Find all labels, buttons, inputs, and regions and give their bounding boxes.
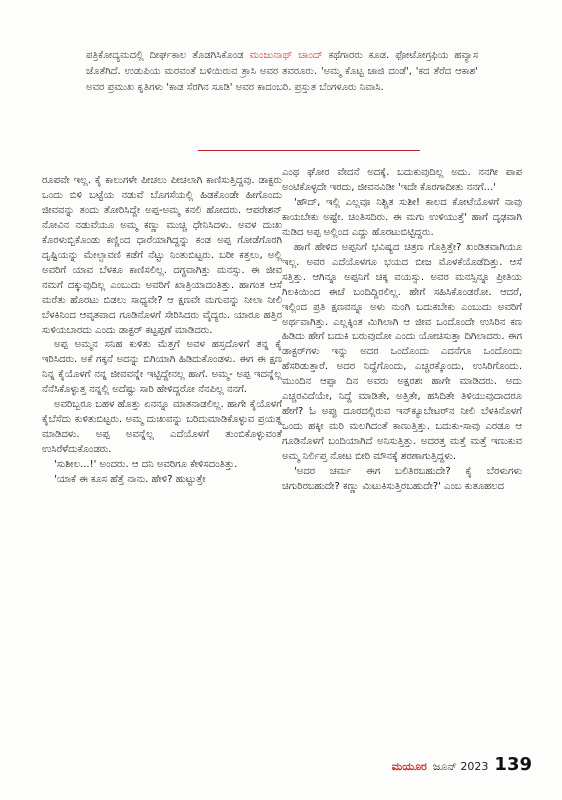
paragraph: ಹಾಗೆ ಹೇಳಿದ ಅಪ್ಪನಿಗೆ ಭವಿಷ್ಯದ ಚಿತ್ರಣ ಗೊತ್ತಿತ್ತೇ? ಖಂಡಿತವಾಗಿಯೂ ಇಲ್ಲ. ಅವರ ಎದೆಯೊಳಗೂ ಭಯದ ಬೀಜ ಮೊಳಕೆಯೊಡೆದಿತ್ತು. ಆಸೆ ಸತ್ತಿತ್ತು. ಆಗಿನ್ನೂ ಅಪ್ಪನಿಗೆ ಚಿಕ್ಕ ವಯಸ್ಸು. ಅವರ ಮನಸ್ಸಿನ್ನೂ ಪ್ರೀತಿಯ ಗಿಲಕಿಯಿಂದ ಈಚೆ ಬಂದಿದ್ದಿರಲಿಲ್ಲ. ಹೇಗೆ ಸಹಿಸಿಕೊಂಡರೋ. ಆದರೆ, ಇಲ್ಲಿಂದ ಪ್ರತಿ ಕ್ಷಣವನ್ನೂ ಅಳು ನುಂಗಿ ಬದುಕಬೇಕು ಎಂಬುದು ಅವರಿಗೆ ಅರ್ಥವಾಗಿತ್ತು. ಎಲ್ಲಕ್ಕಿಂತ ಮಿಗಿಲಾಗಿ ಆ ಜೀವ ಒಂದೊಂದೇ ಉಸಿರಿನ ಕಣ ಹಿಡಿದು ಹೇಗೆ ಬದುಕಿ ಬರುವುದೋ ಎಂದು ಯೋಚಿಸುತ್ತಾ ದಿಗಿಲಾದರು. ಈಗ ಡಾಕ್ಟರ್‌ಗಳು ಇನ್ನು ಅದರ ಒಂದೊಂದು ಎದನೆಗೂ ಒಂದೊಂದು ಹೆಸರಿಡುತ್ತಾರೆ. ಅದರ ನಿದ್ದೆಗೊಂದು, ಎಚ್ಚರಕ್ಕೊಂದು, ಉಸಿರಿಗೊಂದು. ಮುಂದಿನ ಆಪ್ಪಾ ದಿನ ಅವರು ಅಕ್ಷರಶಃ ಹಾಗೇ ಮಾಡಿದರು. ಅದು ಎಚ್ಚರವಿದೆಯೇ, ನಿದ್ದೆ ಮಾಡಿತೇ, ಅತ್ತಿತೇ, ಹಸಿದಿತೇ ತಿಳಿಯುವುದಾದರೂ ಹೇಗೆ? ಓ ಅಪ್ಪು ದೂರದಲ್ಲಿರುವ ಇನ್‌ಕ್ಯೂಬೇಟರ್‌ನ ನೀಲಿ ಬೆಳಕಿನೊಳಗೆ ಒಂದು ಹಕ್ಕೀ ಮರಿ ಮಲಗಿದಂತೆ ಕಾಣುತ್ತಿತ್ತು. ಬದುಕು-ಸಾವು ಎರಡೂ ಆ ಗೂಡಿನೊಳಗೆ ಬಂದಿಯಾಗಿದೆ ಅನಿಸುತ್ತಿತ್ತು. ಅದರತ್ತ ಮತ್ತೆ ಮತ್ತೆ ಇಣುಕುವ ಅಮ್ಮ ನಿರ್ಲಿಪ್ತ ನೋಟ ಬೀರಿ ಮೌನಕ್ಕೆ ಶರಣಾಗುತ್ತಿದ್ದಳು. [282,241,522,463]
author-bio-text-start: ಪತ್ರಿಕೋದ್ಯಮದಲ್ಲಿ ದೀರ್ಘಕಾಲ ತೊಡಗಿಸಿಕೊಂಡ [86,50,250,61]
author-bio [86,48,478,97]
paragraph: ಅವರಿಬ್ಬರೂ ಬಹಳ ಹೊತ್ತು ಏನನ್ನೂ ಮಾತನಾಡಲಿಲ್ಲ. ಹಾಗೇ ಕೈಯೊಳಗೆ ಕೈಬೆಸೆದು ಕುಳಿತುಬಿಟ್ಟರು. ಅಮ್ಮ ದುಃಖವನ್ನು ಬರಿದುಮಾಡಿಕೊಳ್ಳುವ ಪ್ರಯತ್ನ ಮಾಡಿದಳು. ಅಪ್ಪ ಅವನ್ನೆಲ್ಲ ಎದೆಯೊಳಗೆ ತುಂಬಿಕೊಳ್ಳುವಂತೆ ಉಸಿರೆಳೆದುಕೊಂಡರು. [42,399,282,456]
page-footer [392,754,532,775]
paragraph: 'ಸುಶೀಲ...!' ಅಂದರು. ಆ ದನಿ ಅವರಿಗೂ ಕೇಳಿಸದಂತಿತ್ತು. [54,459,238,471]
author-name: ಮಂಜುನಾಥ್ ಚಾಂದ್ [249,50,323,61]
magazine-name: ಮಯೂರ [391,760,427,773]
issue-month: ಜೂನ್ 2023 [432,760,489,773]
story-column-left [42,174,282,488]
paragraph: 'ಅದರ ಚರ್ಮ ಈಗ ಬಲಿತಿರಬಹುದೇ? ಕೈ ಬೆರಳುಗಳು ಚಿಗುರಿರಬಹುದೇ? ಕಣ್ಣು ಮಿಟುಕಿಸುತ್ತಿರಬಹುದೇ?' ಎಂಬ ಕುತೂಹಲದ [282,466,522,493]
paragraph: ರೂಪವೇ ಇಲ್ಲ. ಕೈ ಕಾಲುಗಳೇ ಪೀಚಲು ಪೀಚಲಾಗಿ ಕಾಣಿಸುತ್ತಿದ್ದವು. ಡಾಕ್ಟರು ಒಂದು ಬಿಳಿ ಬಟ್ಟೆಯ ನಡುವೆ ಬೊಗಸೆಯಲ್ಲಿ ಹಿಡಕೊಂಡೇ ಹೀಗೊಂದು ಜೀವವನ್ನು ತಂದು ತೋರಿಸಿದ್ದೇ ಅಪ್ಪ-ಅಮ್ಮ ಕನಲಿ ಹೋದರು. ಆಪರೇಶನ್ ನೋವಿನ ನಡುವೆಯೂ ಅಮ್ಮ ಕಣ್ಣು ಮುಚ್ಚಿ ಧೇನಿಸಿದಳು. ಅವಳ ದುಃಖ ಕೊರಳುಬ್ಬಿಕೊಂಡು ಕಣ್ಣಿಂದ ಧಾರೆಯಾಗಿದ್ದನ್ನು ಕಂಡ ಅಪ್ಪ ಗೋಡೆಗೊರಗಿ ದೃಷ್ಟಿಯನ್ನು ಮೇಲ್ಛಾವಣಿ ಕಡೆಗೆ ನೆಟ್ಟು ನಿಂತುಬಿಟ್ಟರು. ಬರೀ ಕತ್ತಲು, ಅಲ್ಲಿ ಅವರಿಗೆ ಯಾವ ಬೆಳಕೂ ಕಾಣಿಸಲಿಲ್ಲ. ದಗ್ಧವಾಗಿತ್ತು ಮನಸ್ಸು. ಈ ಜೀವ ನಮಗೆ ದಕ್ಕುವುದಿಲ್ಲ ಎಂಬುದು ಅವರಿಗೆ ಖಾತ್ರಿಯಾದಂತಿತ್ತು. ಹಾಗಂತ ಆಸೆ ಮರೆತು ಹೊರಟು ಬಿಡಲು ಸಾಧ್ಯವೇ? ಆ ಕ್ಷಣವೇ ಮಗುವನ್ನು ನೀಲಾ ನೀಲಿ ಬೆಳಕಿನಿಂದ ಆವೃತವಾದ ಗೂಡಿನೊಳಗೆ ಸೇರಿಸಿದರು ವೈದ್ಯರು. ಯಾರೂ ಹತ್ತಿರ ಸುಳಿಯಬಾರದು ಎಂದು ಡಾಕ್ಟರ್ ಕಟ್ಟಪ್ಪಣೆ ಮಾಡಿದರು. [42,175,282,336]
author-bio-text-rest: ಕಥೆಗಾರರು ಕೂಡ. ಫೋಟೋಗ್ರಫಿಯ ಹವ್ಯಾಸ ಜೊತೆಗಿದೆ. ಉಡುಪಿಯ ಮರವಂತೆ ಬಳಿಯಿರುವ ತ್ರಾಸಿ ಅವರ ತವರೂರು. 'ಅಮ್ಮ ಕೊಟ್ಟ ಜಾಜಿ ದಂಡೆ', 'ಕದ ತೆರೆದ ಆಕಾಶ' ಅವರ ಪ್ರಮುಖ ಕೃತಿಗಳು 'ಕಾಡ ಸೆರಗಿನ ಸೂಡಿ' ಅವರ ಕಾದಂಬರಿ. ಪ್ರಸ್ತುತ ಬೆಂಗಳೂರು ನಿವಾಸಿ. [86,50,478,94]
bio-divider [198,150,420,151]
page-number: 139 [494,754,532,775]
paragraph: ಅಪ್ಪ ಅಮ್ಮನ ಸನಿಹ ಕುಳಿತು ಮೆತ್ತಗೆ ಅವಳ ಹಸ್ತದೊಳಗೆ ತನ್ನ ಕೈ ಇರಿಸಿದರು. ಅಕೆ ಗಕ್ಕನೆ ಅದನ್ನು ಬಿಗಿಯಾಗಿ ಹಿಡಿದುಕೊಂಡಳು. ಈಗ ಈ ಕ್ಷಣ ನಿನ್ನ ಕೈಯೊಳಗೆ ನನ್ನ ಜೀವವನ್ನೇ ಇಟ್ಟಿದ್ದೇನಲ್ಲ ಹಾಗೆ. ಅಮ್ಮ- ಅಪ್ಪ ಇದನ್ನೆಲ್ಲ ನೆನೆಸಿಕೊಳ್ಳುತ್ತ ನನ್ನಲ್ಲಿ ಅದೆಷ್ಟು ಸಾರಿ ಹೇಳಿದ್ದರೋ ನೆನಪಿಲ್ಲ ನನಗೆ. [42,339,282,396]
story-column-right [282,166,522,495]
paragraph: 'ಯಾಕೆ ಈ ಕೂಸ ಹೆತ್ತೆ ನಾನು. ಹೇಳಿ? ಹುಟ್ಟುತ್ತೇ [54,474,206,486]
paragraph: 'ಹೌದ್, ಇಲ್ಲಿ ಎಲ್ಲವೂ ನಿಶ್ಚಿತ ಸುಶೀ! ಕಾಲದ ಕೋಟೆಯೊಳಗೆ ನಾವು ಕಾಯಬೇಕು ಅಷ್ಟೇ. ಚಿಂತಿಸದಿರು. ಈ ಮಗು ಉಳಿಯುತ್ತೆ' ಹಾಗೆ ದೃಢವಾಗಿ ನುಡಿದ ಅಪ್ಪ ಅಲ್ಲಿಂದ ಎದ್ದು ಹೊರಟುಬಿಟ್ಟಿದ್ದರು. [282,196,522,238]
paragraph: ಎಂಥ ಘೋರ ವೇದನೆ ಅದಕ್ಕೆ. ಬದುಕುವುದಿಲ್ಲ ಅದು. ನನಗೀ ಪಾಪ ಅಂಟಿಕೊಳ್ಳದೇ ಇರದು, ಜೀವನವಿಡೀ 'ಇದೇ ಕೊರಗಾದೀತು ನನಗೆ...' [282,167,522,193]
